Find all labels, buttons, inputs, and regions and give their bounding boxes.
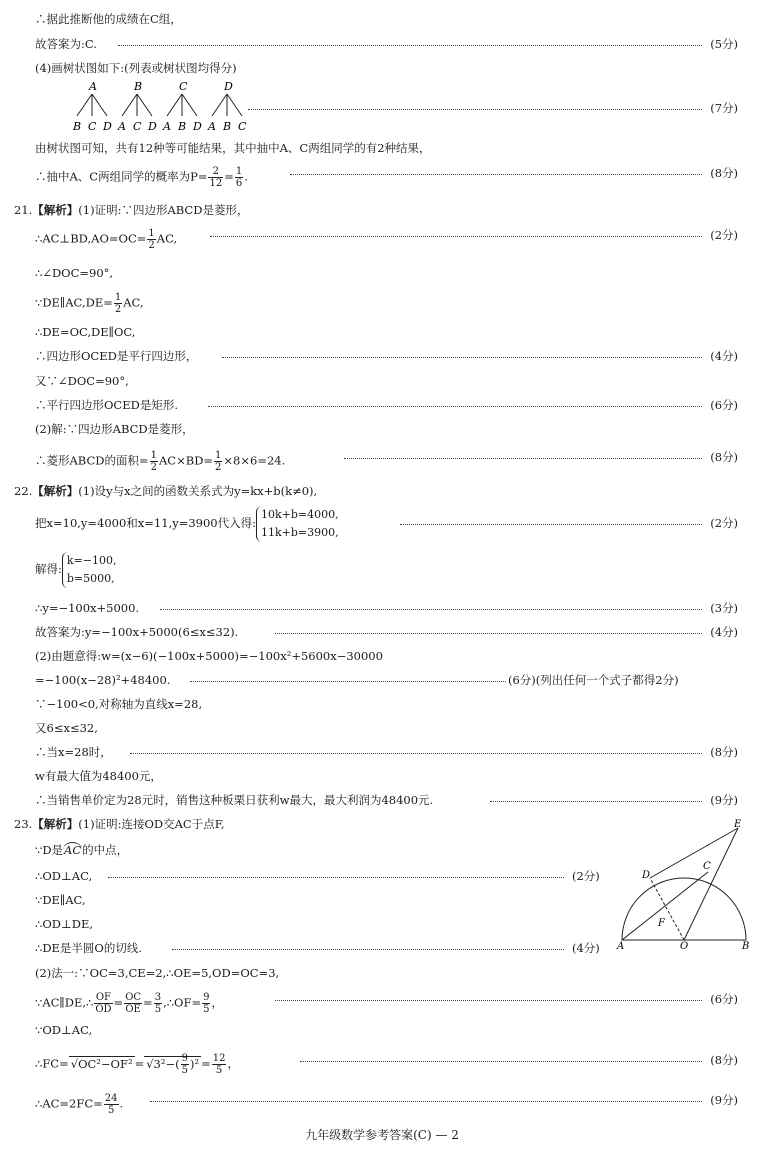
line: (2)法一:∵OC=3,CE=2,∴OE=5,OD=OC=3,	[35, 966, 280, 980]
tree-root: A	[89, 80, 97, 93]
tree-root: B	[134, 80, 143, 93]
tree-root: D	[224, 80, 233, 93]
line: ∵D是AC的中点，	[35, 843, 129, 857]
tree-leaf: B	[73, 120, 82, 133]
page-footer: 九年级数学参考答案(C) — 2	[305, 1128, 459, 1142]
line: ∴菱形ABCD的面积= $\frac{1}{2}$ AC×BD= $\frac{1}{2}$ ×8×6=24. (8分)	[35, 450, 738, 473]
line: 21.【解析】(1)证明:∵四边形ABCD是菱形，	[14, 203, 249, 217]
segment-od	[650, 878, 684, 940]
line: ∴四边形OCED是平行四边形， (4分)	[35, 349, 738, 363]
line: ∴当销售单价定为28元时，销售这种板栗日获利w最大，最大利润为48400元. (9分)	[35, 793, 738, 807]
tree-leaf: C	[88, 120, 97, 133]
line: 22.【解析】(1)设y与x之间的函数关系式为y=kx+b(k≠0),	[14, 484, 318, 498]
line: 把x=10,y=4000和x=11,y=3900代入得:10k+b=4000, 11k+b=3900, (2分)	[0, 506, 764, 546]
line: ∴OD⊥DE,	[35, 917, 94, 931]
line: ∵−100<0,对称轴为直线x=28,	[35, 697, 203, 711]
line: (4)画树状图如下:(列表或树状图均得分)	[35, 61, 237, 75]
tree-leaf: A	[118, 120, 126, 133]
line: (7分)	[0, 101, 764, 129]
line: ∴y=−100x+5000. (3分)	[35, 601, 738, 615]
tree-leaf: A	[163, 120, 171, 133]
tree-leaf: A	[208, 120, 216, 133]
semicircle-figure	[614, 818, 754, 950]
tree-leaf: C	[133, 120, 142, 133]
line: 又6≤x≤32,	[35, 721, 98, 735]
tree-leaf: D	[103, 120, 112, 133]
line: ∵DE∥AC,DE= $\frac{1}{2}$ AC,	[35, 292, 144, 315]
line: (2)由题意得:w=(x−6)(−100x+5000)=−100x²+5600x−30000	[35, 649, 383, 663]
tree-leaf: B	[178, 120, 187, 133]
tree-leaf: C	[238, 120, 247, 133]
line: =−100(x−28)²+48400. (6分)(列出任何一个式子都得2分)	[35, 673, 679, 687]
tree-leaf: D	[193, 120, 202, 133]
line: 由树状图可知，共有12种等可能结果，其中抽中A、C两组同学的有2种结果，	[35, 141, 431, 155]
line: 故答案为:C. (5分)	[35, 37, 738, 51]
tree-leaf: B	[223, 120, 232, 133]
line: ∴∠DOC=90°,	[35, 266, 114, 280]
segment-de	[650, 828, 738, 878]
line: ∴当x=28时， (8分)	[35, 745, 738, 759]
line: ∴平行四边形OCED是矩形. (6分)	[35, 398, 738, 412]
label-d: D	[642, 870, 651, 881]
label-o: O	[680, 941, 689, 950]
label-c: C	[703, 861, 711, 872]
segment-ac	[622, 872, 708, 940]
tree-root: C	[179, 80, 188, 93]
tree-leaf: D	[148, 120, 157, 133]
label-b: B	[742, 941, 750, 950]
line: 解得:k=−100, b=5000,	[0, 552, 764, 592]
line: 又∵∠DOC=90°,	[35, 374, 129, 388]
label-e: E	[734, 819, 742, 830]
line: ∴OD⊥AC, (2分)	[35, 869, 600, 883]
line: ∵OD⊥AC,	[35, 1023, 93, 1037]
line: (2)解:∵四边形ABCD是菱形，	[35, 422, 194, 436]
line: ∴DE=OC,DE∥OC,	[35, 325, 136, 339]
line: w有最大值为48400元，	[35, 769, 162, 783]
semicircle	[622, 878, 746, 940]
line: ∴据此推断他的成绩在C组，	[35, 12, 182, 26]
label-a: A	[617, 941, 625, 950]
line: ∴AC=2FC= $\frac{24}{5}$ . (9分)	[35, 1093, 738, 1116]
line: ∴FC= √OC²−OF² = √3²−( $\frac{9}{5}$ )² = $\frac{12}{5}$ ， (8分)	[35, 1053, 738, 1076]
line: ∴抽中A、C两组同学的概率为P= $\frac{2}{12}$ = $\frac{1}{6}$ . (8分)	[35, 166, 738, 189]
line: ∴AC⊥BD,AO=OC= $\frac{1}{2}$ AC, (2分)	[35, 228, 738, 251]
line: ∴DE是半圆O的切线. (4分)	[35, 941, 600, 955]
line: 故答案为:y=−100x+5000(6≤x≤32). (4分)	[35, 625, 738, 639]
line: 23.【解析】(1)证明:连接OD交AC于点F,	[14, 817, 225, 831]
line: ∵DE∥AC,	[35, 893, 86, 907]
label-f: F	[658, 918, 665, 929]
line: ∵AC∥DE,∴ $\frac{OF}{OD}$ = $\frac{OC}{OE}$ = $\frac{3}{5}$ ,∴OF= $\frac{9}{5}$ ， (6分)	[35, 992, 738, 1015]
